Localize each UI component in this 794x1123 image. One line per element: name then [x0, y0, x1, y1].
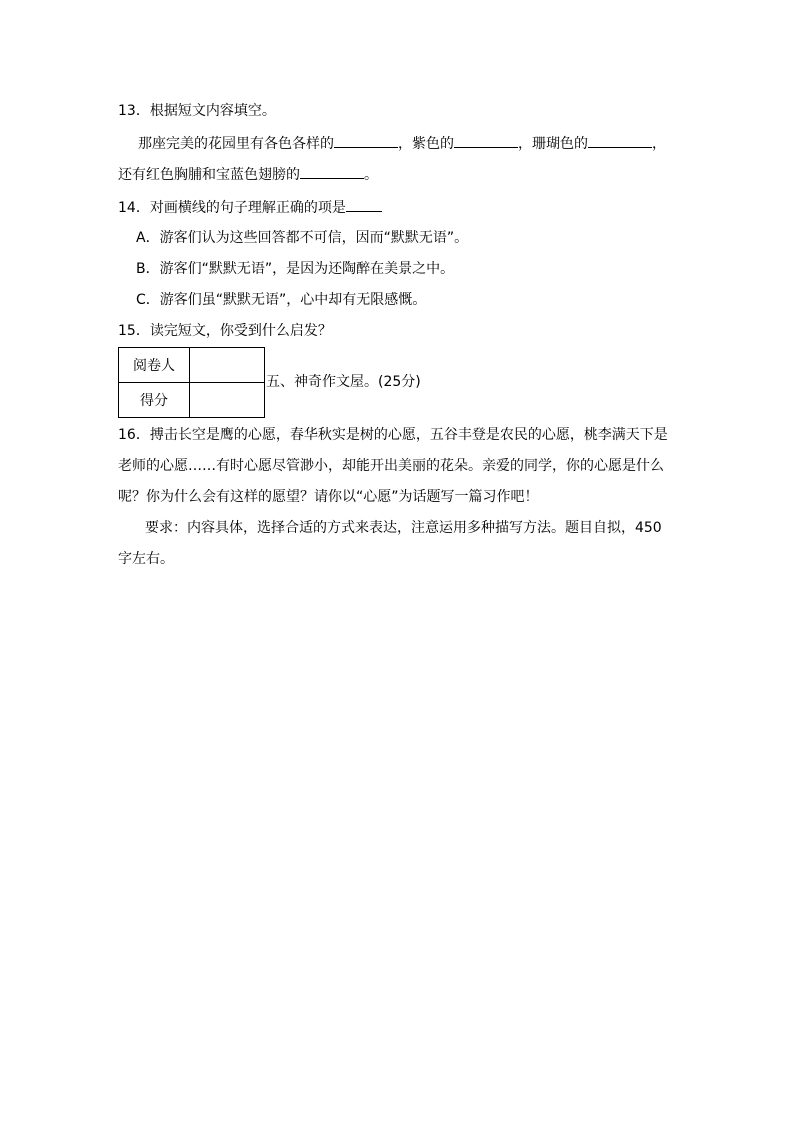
q13-text-c: ，珊瑚色的 [518, 136, 588, 152]
question-16-line-1: 16．搏击长空是鹰的心愿，春华秋实是树的心愿，五谷丰登是农民的心愿，桃李满天下是 [118, 427, 668, 443]
answer-blank-2[interactable] [454, 133, 518, 148]
option-b: B．游客们“默默无语”，是因为还陶醉在美景之中。 [136, 261, 455, 277]
section-5-title: 五、神奇作文屋。(25分) [266, 374, 421, 390]
question-13-title: 13．根据短文内容填空。 [118, 103, 276, 119]
q13-text-e: 还有红色胸脯和宝蓝色翅膀的 [118, 167, 300, 183]
answer-blank-3[interactable] [588, 133, 652, 148]
q13-text-b: ，紫色的 [398, 136, 454, 152]
question-16-line-3: 呢？你为什么会有这样的愿望？请你以“心愿”为话题写一篇习作吧！ [118, 489, 539, 505]
question-13-line-2 [118, 164, 378, 185]
question-15-title: 15．读完短文，你受到什么启发？ [118, 323, 332, 339]
requirement-line-2: 字左右。 [118, 551, 174, 567]
q14-title-text: 14．对画横线的句子理解正确的项是 [118, 200, 346, 216]
question-14-title [118, 197, 382, 218]
reviewer-label: 阅卷人 [119, 348, 190, 383]
question-13-line-1 [138, 133, 666, 154]
answer-blank-5[interactable] [346, 197, 382, 212]
score-cell[interactable] [190, 383, 265, 418]
option-c: C．游客们虽“默默无语”，心中却有无限感慨。 [136, 292, 427, 308]
reviewer-cell[interactable] [190, 348, 265, 383]
answer-blank-1[interactable] [334, 133, 398, 148]
question-16-line-2: 老师的心愿……有时心愿尽管渺小，却能开出美丽的花朵。亲爱的同学，你的心愿是什么 [118, 458, 664, 474]
score-label: 得分 [119, 383, 190, 418]
requirement-line-1: 要求：内容具体，选择合适的方式来表达，注意运用多种描写方法。题目自拟，450 [145, 520, 662, 536]
score-table [118, 347, 265, 418]
option-a: A．游客们认为这些回答都不可信，因而“默默无语”。 [136, 230, 469, 246]
q13-text-f: 。 [364, 167, 378, 183]
q13-text-a: 那座完美的花园里有各色各样的 [138, 136, 334, 152]
answer-blank-4[interactable] [300, 164, 364, 179]
q13-text-d: ， [652, 136, 666, 152]
